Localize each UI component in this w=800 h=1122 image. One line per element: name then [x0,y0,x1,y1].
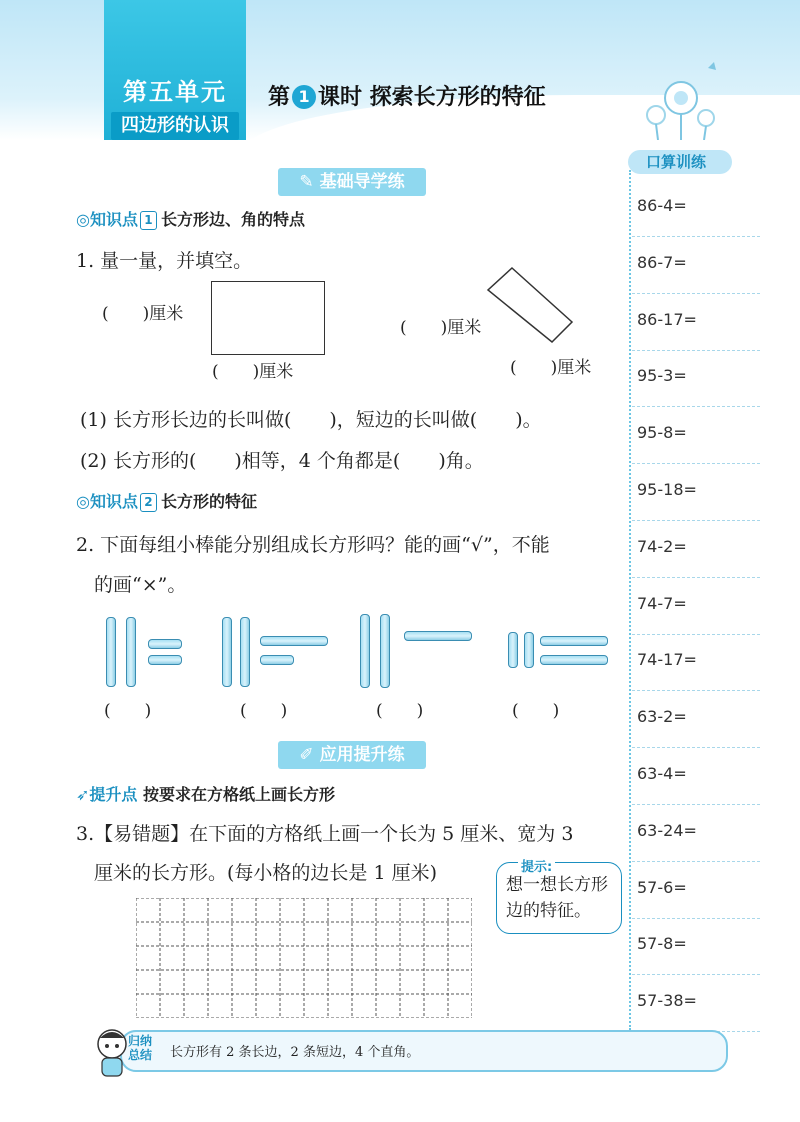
summary-text: 长方形有 2 条长边，2 条短边，4 个直角。 [170,1045,420,1060]
drill-item[interactable]: 57-6= [637,877,687,897]
stick [380,614,390,688]
q2-answer-1[interactable]: ( ) [104,701,152,721]
drill-divider [632,350,760,351]
q2-answer-2[interactable]: ( ) [240,701,288,721]
q2-line2: 的画“×”。 [94,574,187,596]
knowledge-point-2 [76,489,257,512]
lift-point [76,782,335,805]
summary-label-1: 归纳 [128,1034,153,1048]
drill-item[interactable]: 74-7= [637,593,687,613]
drill-divider [632,918,760,919]
lesson-prefix: 第 [268,85,291,110]
stick [404,631,472,641]
kp2-tag: 知识点 [89,492,138,511]
stick [508,632,518,668]
stick [540,636,608,646]
unit-subtitle: 四边形的认识 [111,112,239,140]
drill-divider [632,293,760,294]
compass-icon: ✎ [299,172,320,192]
kp1-number: 1 [140,211,157,230]
stick [222,617,232,687]
drill-item[interactable]: 74-2= [637,536,687,556]
q3-line1: 3.【易错题】在下面的方格纸上画一个长为 5 厘米、宽为 3 [76,823,574,845]
drill-divider [632,634,760,635]
q2-line1: 2. 下面每组小棒能分别组成长方形吗？能的画“√”，不能 [76,534,550,556]
lift-tag: 提升点 [89,785,138,804]
kp1-tag: 知识点 [89,210,138,229]
grid-paper[interactable] [136,898,472,1018]
q1-sub2: (2) 长方形的( )相等，4 个角都是( )角。 [80,450,484,472]
stick [106,617,116,687]
drill-item[interactable]: 74-17= [637,650,697,670]
drill-divider [632,861,760,862]
drill-divider [632,406,760,407]
tip-text: 想一想长方形边的特征。 [506,875,608,921]
basic-banner [278,168,426,196]
lesson-suffix: 课时 探索长方形的特征 [318,85,546,110]
stick [260,655,294,665]
flower-decoration-icon [636,60,726,140]
q1-blank-tilted-left[interactable]: ( )厘米 [400,318,482,338]
q1-sub1: (1) 长方形长边的长叫做( )，短边的长叫做( )。 [80,409,542,431]
drill-item[interactable]: 86-7= [637,252,687,272]
drill-divider [632,974,760,975]
drill-divider [632,236,760,237]
q3-line2: 厘米的长方形。(每小格的边长是 1 厘米) [94,862,437,884]
q2-answer-4[interactable]: ( ) [512,701,560,721]
basic-banner-label: 基础导学练 [319,172,405,192]
drill-item[interactable]: 95-18= [637,480,697,499]
stick [524,632,534,668]
side-title: 口算训练 [646,153,707,171]
drill-item[interactable]: 57-38= [637,991,697,1011]
kid-mascot-icon [92,1026,132,1078]
tip-label: 提示: [518,856,555,875]
summary-label [128,1034,152,1062]
lift-title: 按要求在方格纸上画长方形 [143,785,336,804]
apply-banner [278,741,426,769]
lesson-title [268,80,546,111]
rectangle-tilted [486,266,576,344]
kp2-number: 2 [140,493,157,512]
stick [126,617,136,687]
summary-label-2: 总结 [128,1048,153,1062]
q1-blank-bottom[interactable]: ( )厘米 [212,362,294,382]
drill-item[interactable]: 95-3= [637,366,687,386]
stick [148,655,182,665]
drill-item[interactable]: 57-8= [637,934,687,954]
stick [260,636,328,646]
kp2-title: 长方形的特征 [160,492,257,511]
drill-divider [632,577,760,578]
kp1-title: 长方形边、角的特点 [160,210,305,229]
q2-answer-3[interactable]: ( ) [376,701,424,721]
stick [148,639,182,649]
stick [240,617,250,687]
drill-divider [632,804,760,805]
rocket-icon: ➶ [76,785,90,804]
drill-divider [632,463,760,464]
drill-item[interactable]: 63-24= [637,820,697,840]
knowledge-point-1 [76,207,305,230]
ruler-icon: ✐ [299,745,320,765]
drill-item[interactable]: 86-17= [637,309,697,329]
q1-text: 1. 量一量，并填空。 [76,250,253,272]
q1-blank-left[interactable]: ( )厘米 [102,304,184,324]
stick [540,655,608,665]
target-icon: ◎ [76,492,90,511]
drill-item[interactable]: 63-4= [637,764,687,783]
apply-banner-label: 应用提升练 [319,745,405,765]
side-divider [629,170,631,1030]
drill-item[interactable]: 63-2= [637,707,687,727]
drill-item[interactable]: 95-8= [637,423,687,443]
stick [360,614,370,688]
target-icon: ◎ [76,210,90,229]
unit-title: 第五单元 [123,78,227,106]
rectangle-horizontal [211,281,325,355]
q1-blank-tilted-right[interactable]: ( )厘米 [510,358,592,378]
lesson-number: 1 [292,85,316,109]
drill-divider [632,747,760,748]
drill-divider [632,520,760,521]
drill-divider [632,690,760,691]
drill-item[interactable]: 86-4= [637,196,687,215]
